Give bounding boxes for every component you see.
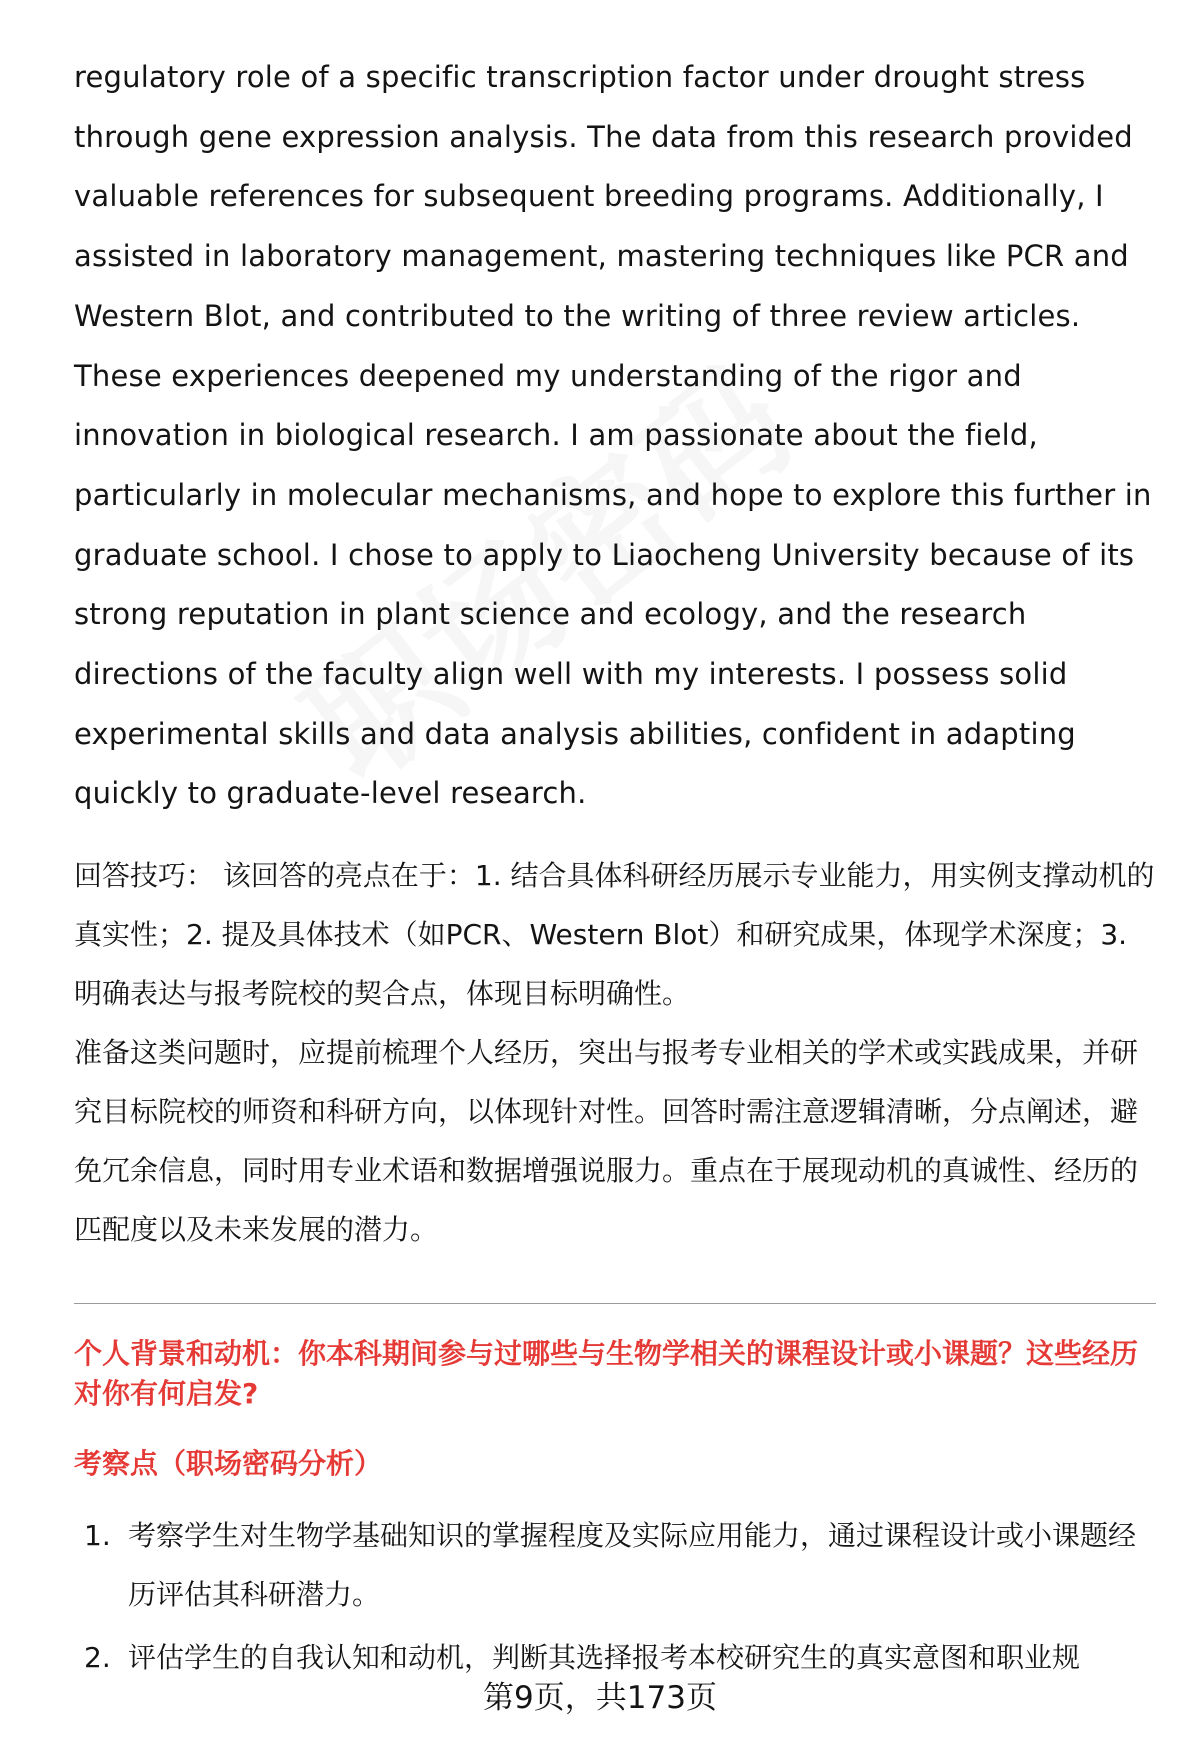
tips-paragraph-2: 准备这类问题时，应提前梳理个人经历，突出与报考专业相关的学术或实践成果，并研究目标院校的师资和科研方向，以体现针对性。回答时需注意逻辑清晰，分点阐述，避免冗余信息，同时用专业术语和数据增强说服力。重点在于展现动机的真诚性、经历的匹配度以及未来发展的潜力。: [74, 1036, 1139, 1247]
list-item-text: 考察学生对生物学基础知识的掌握程度及实际应用能力，通过课程设计或小课题经历评估其科研潜力。: [128, 1519, 1137, 1612]
answer-paragraph: regulatory role of a specific transcription factor under drought stress through gene expression analysis. The data from this research provided valuable references for subsequent breeding programs. Additionally, I assisted in laboratory management, mastering techniques like PCR and Western Blot, and contributed to the writing of three review articles. These experiences deepened my understanding of the rigor and innovation in biological research. I am passionate about the field, particularly in molecular mechanisms, and hope to explore this further in graduate school. I chose to apply to Liaocheng University because of its strong reputation in plant science and ecology, and the research directions of the faculty align well with my interests. I possess solid experimental skills and data analysis abilities, confident in adapting quickly to graduate-level research.: [74, 60, 1152, 811]
list-item-text: 评估学生的自我认知和动机，判断其选择报考本校研究生的真实意图和职业规: [128, 1641, 1081, 1675]
page-content: [74, 48, 1156, 1691]
answer-tips: [74, 846, 1156, 1259]
page-footer: 第9页，共173页: [483, 1680, 717, 1716]
section-divider: [74, 1303, 1156, 1304]
exam-points-list: [74, 1506, 1156, 1687]
question-heading: 个人背景和动机：你本科期间参与过哪些与生物学相关的课程设计或小课题？这些经历对你有何启发?: [74, 1337, 1139, 1411]
list-item: [74, 1506, 1156, 1624]
tips-paragraph-1: 回答技巧： 该回答的亮点在于：1. 结合具体科研经历展示专业能力，用实例支撑动机的真实性；2. 提及具体技术（如PCR、Western Blot）和研究成果，体现学术深度；3. 明确表达与报考院校的契合点，体现目标明确性。: [74, 859, 1155, 1011]
list-item-number: 1.: [84, 1519, 111, 1553]
exam-points-title: 考察点（职场密码分析）: [74, 1447, 383, 1481]
list-item-number: 2.: [84, 1641, 111, 1675]
